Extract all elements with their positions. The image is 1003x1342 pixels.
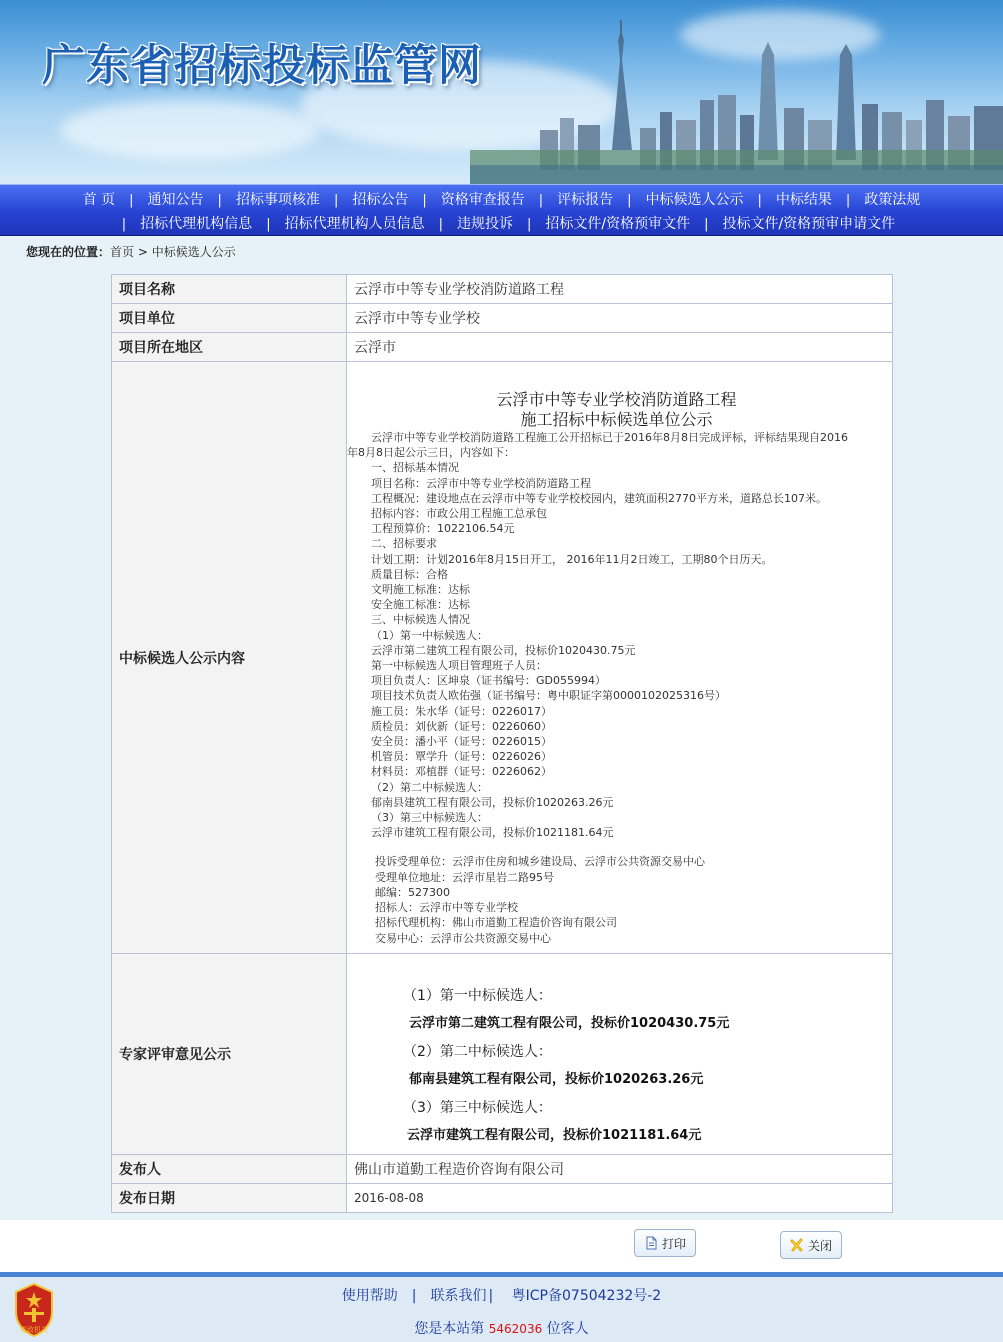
site-banner — [0, 0, 1003, 184]
notice-contact-line: 招标人：云浮市中等专业学校 — [375, 901, 518, 915]
visitor-prefix: 您是本站第 — [414, 1321, 485, 1337]
project-name-value: 云浮市中等专业学校消防道路工程 — [347, 275, 893, 304]
breadcrumb — [26, 243, 236, 260]
notice-line: （2）第二中标候选人： — [371, 780, 488, 794]
document-icon — [644, 1236, 658, 1250]
project-region-value: 云浮市 — [347, 333, 893, 362]
nav-separator: | — [704, 217, 709, 232]
notice-line: 计划工期：计划2016年8月15日开工， 2016年11月2日竣工，工期80个日历天。 — [371, 552, 773, 566]
breadcrumb-home-link[interactable]: 首页 — [110, 245, 135, 259]
nav-candidate-publicity[interactable]: 中标候选人公示 — [645, 192, 744, 208]
main-nav — [0, 184, 1003, 236]
notice-line: 三、中标候选人情况 — [371, 613, 470, 627]
notice-line: 项目负责人：区坤泉（证书编号：GD055994） — [371, 674, 606, 688]
nav-policies[interactable]: 政策法规 — [864, 192, 921, 208]
print-button[interactable] — [634, 1229, 696, 1257]
notice-spacer — [347, 840, 886, 854]
expert-candidate-3-heading: （3）第三中标候选人： — [403, 1100, 552, 1116]
nav-tender-docs[interactable]: 招标文件/资格预审文件 — [545, 216, 691, 232]
nav-separator: | — [422, 193, 427, 208]
breadcrumb-current: 中标候选人公示 — [151, 245, 236, 259]
notice-contact-line: 邮编：527300 — [375, 885, 450, 899]
publish-date-value: 2016-08-08 — [347, 1184, 893, 1213]
notice-line: 文明施工标准：达标 — [371, 583, 470, 597]
close-button[interactable] — [780, 1231, 842, 1259]
expert-candidate-2-company: 郁南县建筑工程有限公司，投标价1020263.26元 — [409, 1072, 704, 1087]
notice-line: 云浮市建筑工程有限公司，投标价1021181.64元 — [371, 826, 614, 840]
notice-line: 项目技术负责人欧佑强（证书编号：粤中职证字第0000102025316号） — [371, 689, 726, 703]
nav-bid-docs[interactable]: 投标文件/资格预审申请文件 — [722, 216, 896, 232]
footer-links — [0, 1285, 1003, 1305]
expert-opinion-cell — [347, 954, 893, 1155]
notice-line: 施工员：朱水华（证号：0226017） — [371, 704, 552, 718]
table-row — [112, 333, 893, 362]
publish-date-label: 发布日期 — [112, 1184, 347, 1213]
expert-candidate-3-company: 云浮市建筑工程有限公司，投标价1021181.64元 — [407, 1128, 702, 1143]
breadcrumb-arrow: > — [137, 245, 148, 259]
notice-contact — [347, 854, 886, 945]
expert-opinion-body — [347, 954, 892, 1154]
table-row — [112, 954, 893, 1155]
project-region-label: 项目所在地区 — [112, 333, 347, 362]
nav-separator: | — [121, 217, 127, 232]
publisher-value: 佛山市道勤工程造价咨询有限公司 — [347, 1155, 893, 1184]
project-info-table — [111, 274, 893, 1213]
table-row — [112, 275, 893, 304]
notice-line: 一、招标基本情况 — [371, 461, 459, 475]
nav-separator: | — [627, 193, 632, 208]
expert-candidate-2-heading: （2）第二中标候选人： — [403, 1044, 552, 1060]
notice-line: （1）第一中标候选人： — [371, 628, 488, 642]
notice-title-line-1: 云浮市中等专业学校消防道路工程 — [496, 390, 737, 409]
footer-separator: | — [411, 1288, 417, 1304]
close-icon — [790, 1238, 804, 1252]
breadcrumb-label: 您现在的位置： — [26, 245, 111, 259]
expert-candidate-1-company: 云浮市第二建筑工程有限公司，投标价1020430.75元 — [409, 1016, 730, 1031]
notice-line: 工程概况：建设地点在云浮市中等专业学校校园内，建筑面积2770平方米，道路总长107米。 — [371, 491, 827, 505]
notice-contact-line: 投诉受理单位：云浮市住房和城乡建设局、云浮市公共资源交易中心 — [375, 855, 705, 869]
notice-contact-line: 交易中心：云浮市公共资源交易中心 — [375, 931, 551, 945]
notice-intro-line-1: 云浮市中等专业学校消防道路工程施工公开招标已于2016年8月8日完成评标，评标结果现自2016 — [371, 431, 848, 444]
footer-separator: | — [488, 1288, 494, 1304]
table-row — [112, 1155, 893, 1184]
notice-line: 质检员：刘伙新（证号：0226060） — [371, 719, 552, 733]
expert-candidate-1-heading: （1）第一中标候选人： — [403, 988, 552, 1004]
notice-content-label: 中标候选人公示内容 — [112, 362, 347, 954]
table-row — [112, 1184, 893, 1213]
notice-line: 安全员：潘小平（证号：0226015） — [371, 735, 552, 749]
notice-line: 二、招标要求 — [371, 537, 437, 551]
notice-line: 机管员：覃学升（证号：0226026） — [371, 750, 552, 764]
print-button-label: 打印 — [661, 1236, 686, 1251]
notice-contact-line: 招标代理机构：佛山市道勤工程造价咨询有限公司 — [375, 916, 617, 930]
close-button-label: 关闭 — [807, 1238, 832, 1253]
nav-agency-staff[interactable]: 招标代理机构人员信息 — [284, 216, 425, 232]
notice-line: 云浮市第二建筑工程有限公司，投标价1020430.75元 — [371, 643, 636, 657]
site-title[interactable]: 广东省招标投标监管网 — [42, 41, 482, 91]
project-name-label: 项目名称 — [112, 275, 347, 304]
nav-separator: | — [129, 193, 134, 208]
expert-opinion-label: 专家评审意见公示 — [112, 954, 347, 1155]
notice-line: 质量目标：合格 — [371, 567, 448, 581]
nav-separator: | — [266, 217, 271, 232]
notice-line: 工程预算价：1022106.54元 — [371, 522, 515, 536]
visitor-count: 5462036 — [488, 1322, 543, 1336]
publisher-label: 发布人 — [112, 1155, 347, 1184]
table-row — [112, 304, 893, 333]
notice-line: 材料员：邓植群（证号：0226062） — [371, 765, 552, 779]
nav-tender-approval[interactable]: 招标事项核准 — [235, 192, 320, 208]
notice-line: （3）第三中标候选人： — [371, 811, 488, 825]
help-link[interactable]: 使用帮助 — [341, 1288, 398, 1304]
notice-body — [347, 362, 892, 948]
nav-agency-info[interactable]: 招标代理机构信息 — [140, 216, 253, 232]
notice-line: 第一中标候选人项目管理班子人员： — [371, 659, 547, 673]
nav-tender-announcements[interactable]: 招标公告 — [352, 192, 409, 208]
notice-line: 招标内容：市政公用工程施工总承包 — [371, 507, 547, 521]
nav-row-2 — [0, 213, 1003, 233]
nav-separator: | — [757, 193, 762, 208]
nav-home[interactable]: 首 页 — [82, 192, 116, 208]
notice-title-line-2: 施工招标中标候选单位公示 — [520, 410, 713, 429]
notice-content-cell — [347, 362, 893, 954]
project-unit-label: 项目单位 — [112, 304, 347, 333]
notice-contact-line: 受理单位地址：云浮市星岩二路95号 — [375, 870, 554, 884]
nav-separator: | — [438, 217, 443, 232]
nav-separator: | — [845, 193, 851, 208]
visitor-suffix: 位客人 — [546, 1321, 589, 1337]
visitor-counter — [0, 1318, 1003, 1338]
nav-complaints[interactable]: 违规投诉 — [456, 216, 513, 232]
notice-line: 项目名称：云浮市中等专业学校消防道路工程 — [371, 476, 591, 490]
badge-text: 党政机关 — [20, 1326, 48, 1334]
nav-separator: | — [333, 193, 339, 208]
nav-separator: | — [217, 193, 222, 208]
notice-lines — [347, 460, 886, 840]
contact-link[interactable]: 联系我们 — [430, 1288, 487, 1304]
notice-line: 郁南县建筑工程有限公司，投标价1020263.26元 — [371, 795, 614, 809]
nav-bid-evaluation[interactable]: 评标报告 — [557, 192, 614, 208]
icp-license-link[interactable]: 粤ICP备07504232号-2 — [511, 1288, 662, 1304]
nav-row-1 — [0, 189, 1003, 209]
nav-separator: | — [526, 217, 532, 232]
notice-intro-line-2: 年8月8日起公示三日，内容如下： — [347, 446, 515, 460]
notice-line: 安全施工标准：达标 — [371, 598, 470, 612]
nav-notices[interactable]: 通知公告 — [147, 192, 204, 208]
nav-award-results[interactable]: 中标结果 — [775, 192, 832, 208]
project-unit-value: 云浮市中等专业学校 — [347, 304, 893, 333]
table-row — [112, 362, 893, 954]
nav-separator: | — [538, 193, 544, 208]
nav-qualification-report[interactable]: 资格审查报告 — [440, 192, 525, 208]
